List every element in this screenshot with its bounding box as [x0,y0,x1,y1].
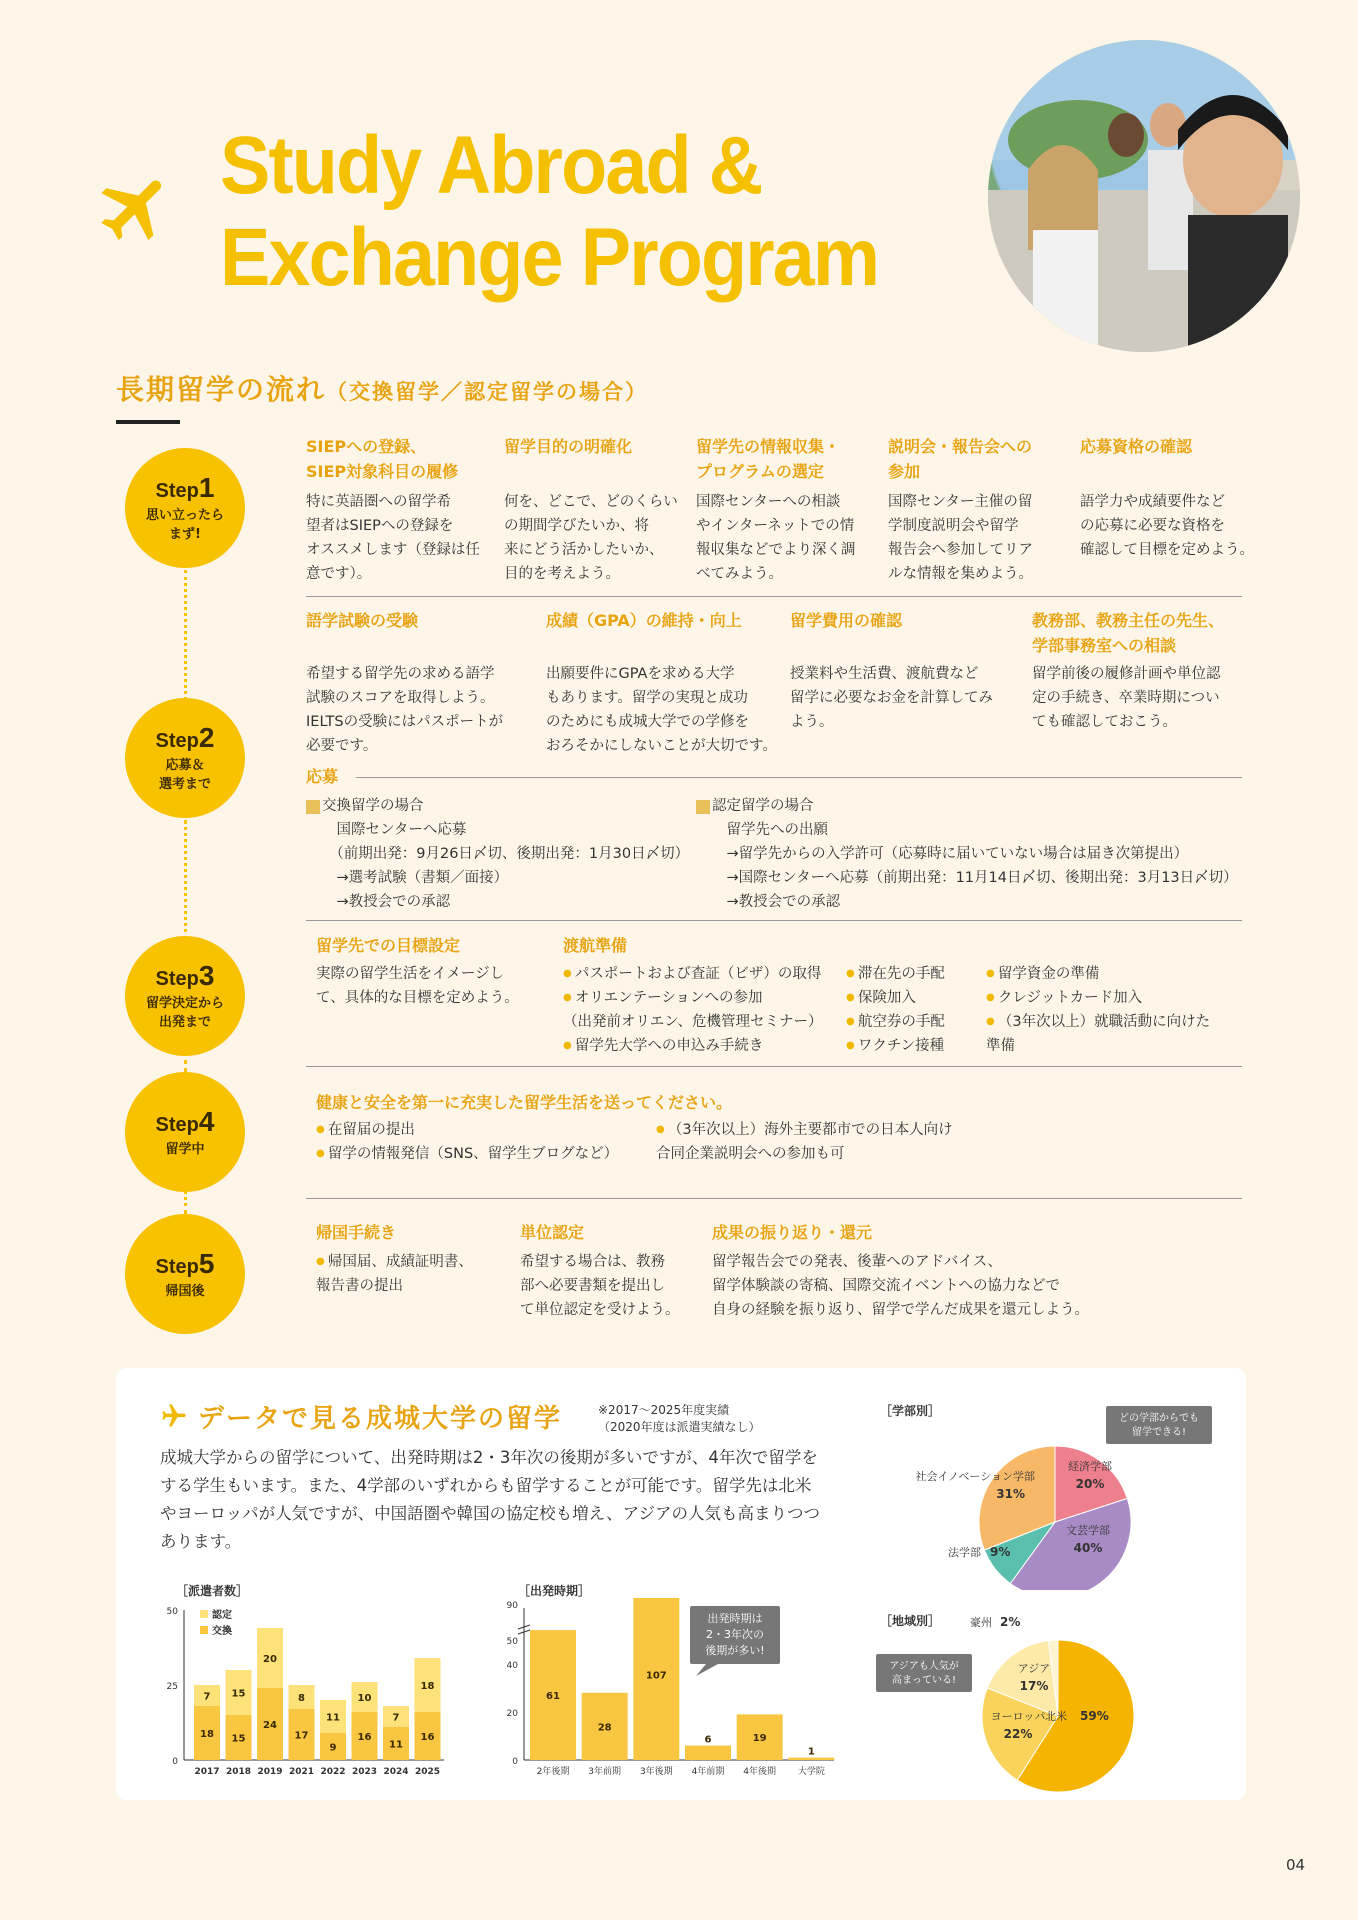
square-bullet [696,800,710,814]
step1-item-body: 特に英語圏への留学希 望者はSIEPへの登録を オススメします（登録は任 意です）。 [306,494,480,582]
x-tick-label: 2025 [414,1767,441,1777]
step-2-circle: Step2 応募＆ 選考まで [125,698,245,818]
callout-text: 後期が多い! [705,1644,765,1657]
list-item: ● （3年次以上）就職活動に向けた 準備 [986,1010,1210,1058]
callout-text: どの学部からでも [1119,1413,1199,1424]
step2-item-body: 希望する留学先の求める語学 試験のスコアを取得しよう。 IELTSの受験にはパスポートが 必要です。 [306,666,504,754]
slice-label: 経済学部 [1068,1460,1112,1473]
list-item: ● パスポートおよび査証（ビザ）の取得 [563,962,823,986]
x-tick-label: 2年後期 [536,1767,570,1777]
step5-item-body: ● 帰国届、成績証明書、 報告書の提出 [316,1250,473,1298]
list-item: ● 留学の情報発信（SNS、留学生ブログなど） [316,1142,618,1166]
data-label: 17 [294,1730,309,1742]
y-tick-label: 20 [506,1709,518,1719]
step2-item-title: 留学費用の確認 [790,611,903,630]
data-label: 20 [263,1654,277,1665]
callout-text: 出発時期は [707,1612,763,1625]
y-tick-label: 40 [506,1661,518,1671]
callout-text: 高まっている! [891,1675,957,1686]
list-item: ● 滞在先の手配 [846,962,945,986]
divider [306,1066,1242,1067]
y-tick-label: 0 [512,1757,518,1767]
step5-item-title: 単位認定 [520,1223,585,1242]
step1-item-title: 説明会・報告会への 参加 [888,437,1033,481]
slice-value: 40% [1073,1541,1103,1555]
list-item: ● 留学資金の準備 [986,962,1210,986]
callout-box [876,1654,972,1692]
data-label: 16 [357,1732,372,1743]
timeline-connector [184,570,187,700]
data-label: 9 [329,1742,337,1754]
data-label: 10 [357,1693,372,1704]
exchange-application-steps: 交換留学の場合 国際センターへ応募 （前期出発：9月26日〆切、後期出発：1月30日〆切） →選考試験（書類／面接） →教授会での承認 [322,798,690,910]
data-label: 16 [420,1732,435,1743]
step1-item-title: 留学先の情報収集・ プログラムの選定 [696,437,841,481]
step2-item-title: 語学試験の受験 [306,611,419,630]
legend-label: 交換 [212,1626,232,1637]
step5-item-title: 帰国手続き [316,1223,397,1242]
x-tick-label: 2021 [288,1767,315,1777]
list-item: ● 保険加入 [846,986,945,1010]
divider [306,1198,1242,1199]
travel-prep-col3 [986,962,1210,1058]
section-heading-sub: （交換留学／認定留学の場合） [326,380,649,404]
data-label: 6 [704,1734,712,1746]
travel-prep-col2 [846,962,945,1058]
list-item: ● 在留届の提出 [316,1118,618,1142]
y-tick-label: 90 [506,1601,518,1611]
x-tick-label: 4年前期 [691,1767,725,1777]
data-label: 1 [807,1746,815,1758]
divider [306,596,1242,597]
y-tick-label: 50 [506,1637,518,1647]
divider [356,777,1242,778]
application-title: 応募 [306,767,339,786]
data-label: 61 [546,1691,560,1703]
y-tick-label: 0 [172,1757,178,1767]
x-tick-label: 2019 [257,1767,283,1777]
callout-box [1106,1406,1212,1444]
student-group-photo [988,40,1300,352]
step4-col1 [316,1118,618,1166]
slice-label: アジア [1017,1662,1051,1675]
y-tick-label: 25 [166,1682,178,1692]
slice-label: 文芸学部 [1066,1524,1110,1537]
step1-item-title: 留学目的の明確化 [504,437,633,456]
step1-item-body: 語学力や成績要件など の応募に必要な資格を 確認して目標を定めよう。 [1080,494,1254,558]
x-tick-label: 3年前期 [588,1767,622,1777]
airplane-icon [94,166,178,250]
data-label: 24 [263,1720,277,1731]
data-label: 19 [752,1733,767,1745]
airplane-icon [160,1402,188,1430]
data-label: 15 [231,1733,246,1745]
step5-item-title: 成果の振り返り・還元 [712,1223,873,1242]
step2-item-body: 留学前後の履修計画や単位認 定の手続き、卒業時期につい ても確認しておこう。 [1032,666,1221,730]
slice-label: ヨーロッパ [990,1710,1046,1723]
chart-title: ［出発時期］ [518,1584,591,1598]
data-label: 7 [203,1691,211,1703]
goal-setting-body: 実際の留学生活をイメージし て、具体的な目標を定めよう。 [316,966,519,1006]
timeline-connector [184,1190,187,1214]
slice-value: 9% [990,1545,1011,1559]
step1-item-body: 何を、どこで、どのくらい の期間学びたいか、将 来にどう活かしたいか、 目的を考えよう。 [504,494,678,582]
step5-item-body: 希望する場合は、教務 部へ必要書類を提出し て単位認定を受けよう。 [520,1254,680,1318]
data-label: 7 [392,1712,400,1724]
step2-item-body: 授業料や生活費、渡航費など 留学に必要なお金を計算してみ よう。 [790,666,993,730]
x-tick-label: 4年後期 [743,1767,777,1777]
chart-title: ［派遣者数］ [176,1584,249,1598]
faculty-pie-chart [880,1400,1230,1590]
slice-label: 社会イノベーション学部 [915,1470,1035,1483]
square-bullet [306,800,320,814]
step-3-circle: Step3 留学決定から 出発まで [125,936,245,1056]
step1-item-body: 国際センターへの相談 やインターネットでの情 報収集などでより深く調 べてみよう。 [696,494,856,582]
data-label: 15 [231,1688,246,1700]
legend-swatch [200,1610,208,1618]
data-heading: データで見る成城大学の留学 [198,1404,563,1434]
travel-prep-title: 渡航準備 [563,936,628,955]
x-tick-label: 大学院 [797,1767,825,1777]
list-item: ● オリエンテーションへの参加 （出発前オリエン、危機管理セミナー） [563,986,823,1034]
step-4-circle: Step4 留学中 [125,1072,245,1192]
callout-text: アジアも人気が [889,1661,959,1672]
y-tick-label: 50 [166,1607,178,1617]
legend-swatch [200,1626,208,1634]
x-tick-label: 2024 [383,1767,409,1777]
step5-item-body: 留学報告会での発表、後輩へのアドバイス、 留学体験談の寄稿、国際交流イベントへの協力などで 自身の経験を振り返り、留学で学んだ成果を還元しよう。 [712,1254,1089,1318]
bar [788,1758,834,1760]
x-tick-label: 2023 [351,1767,378,1777]
slice-value: 22% [1003,1727,1033,1741]
callout-pointer [696,1664,718,1676]
step1-item-title: SIEPへの登録、 SIEP対象科目の履修 [306,437,459,481]
slice-value: 2% [1000,1615,1021,1629]
page-number: 04 [1286,1856,1306,1874]
list-item: ● 留学先大学への申込み手続き [563,1034,823,1058]
bar [685,1746,731,1760]
region-pie-chart [870,1608,1230,1798]
x-tick-label: 3年後期 [639,1767,673,1777]
list-item: ● ワクチン接種 [846,1034,945,1058]
step2-item-body: 出願要件にGPAを求める大学 もあります。留学の実現と成功 のためにも成城大学での学修を おろそかにしないことが大切です。 [546,666,777,754]
dispatch-count-chart [160,1598,460,1788]
heading-rule [116,420,180,424]
data-label: 18 [200,1729,214,1740]
slice-value: 20% [1075,1477,1105,1491]
certified-application-steps: 認定留学の場合 留学先への出願 →留学先からの入学許可（応募時に届いていない場合は届き次第提出） →国際センターへ応募（前期出発：11月14日〆切、後期出発：3月13日〆切） →教授会での承認 [712,798,1238,910]
data-label: 107 [645,1670,667,1682]
slice-value: 59% [1080,1709,1109,1723]
step-5-circle: Step5 帰国後 [125,1214,245,1334]
timeline-connector [184,820,187,940]
list-item: ● 航空券の手配 [846,1010,945,1034]
section-heading: 長期留学の流れ（交換留学／認定留学の場合） [116,373,649,406]
step4-title: 健康と安全を第一に充実した留学生活を送ってください。 [316,1093,733,1112]
departure-timing-chart [498,1598,848,1788]
slice-value: 31% [996,1487,1025,1501]
timeline-connector [184,1060,187,1072]
step4-col2 [656,1118,953,1166]
slice-label: 法学部 [948,1546,981,1559]
chart-title: ［地域別］ [880,1614,941,1628]
step1-item-title: 応募資格の確認 [1080,437,1193,456]
step-1-circle: Step1 思い立ったら まず! [125,448,245,568]
x-tick-label: 2018 [225,1767,252,1777]
x-tick-label: 2017 [194,1767,220,1777]
legend-label: 認定 [212,1610,232,1621]
step2-item-title: 成績（GPA）の維持・向上 [546,611,742,630]
step2-item-title: 教務部、教務主任の先生、 学部事務室への相談 [1032,611,1225,655]
step1-item-body: 国際センター主催の留 学制度説明会や留学 報告会へ参加してリア ルな情報を集めよう。 [888,494,1033,582]
list-item: ● クレジットカード加入 [986,986,1210,1010]
callout-text: 2・3年次の [706,1628,764,1641]
slice-value: 17% [1019,1679,1049,1693]
data-note: ※2017〜2025年度実績 （2020年度は派遣実績なし） [598,1403,761,1434]
chart-title: ［学部別］ [880,1404,941,1418]
slice-label: 豪州 [970,1616,992,1629]
data-label: 28 [597,1722,612,1734]
goal-setting-title: 留学先での目標設定 [316,936,461,955]
page-title: Study Abroad & Exchange Program [220,120,879,303]
data-label: 11 [389,1739,403,1751]
slice-label: 北米 [1045,1710,1067,1723]
data-description: 成城大学からの留学について、出発時期は2・3年次の後期が多いですが、4年次で留学をする学生もいます。また、4学部のいずれからも留学することが可能です。留学先は北米やヨーロッパが人気ですが、中国語圏や韓国の協定校も増え、アジアの人気も高まりつつあります。 [160,1448,820,1551]
data-label: 18 [420,1681,435,1692]
divider [306,920,1242,921]
travel-prep-col1 [563,962,823,1058]
x-tick-label: 2022 [320,1767,346,1777]
data-label: 11 [326,1712,340,1724]
data-label: 8 [298,1693,305,1704]
callout-text: 留学できる! [1131,1427,1187,1438]
list-item: ● （3年次以上）海外主要都市での日本人向け 合同企業説明会への参加も可 [656,1118,953,1166]
